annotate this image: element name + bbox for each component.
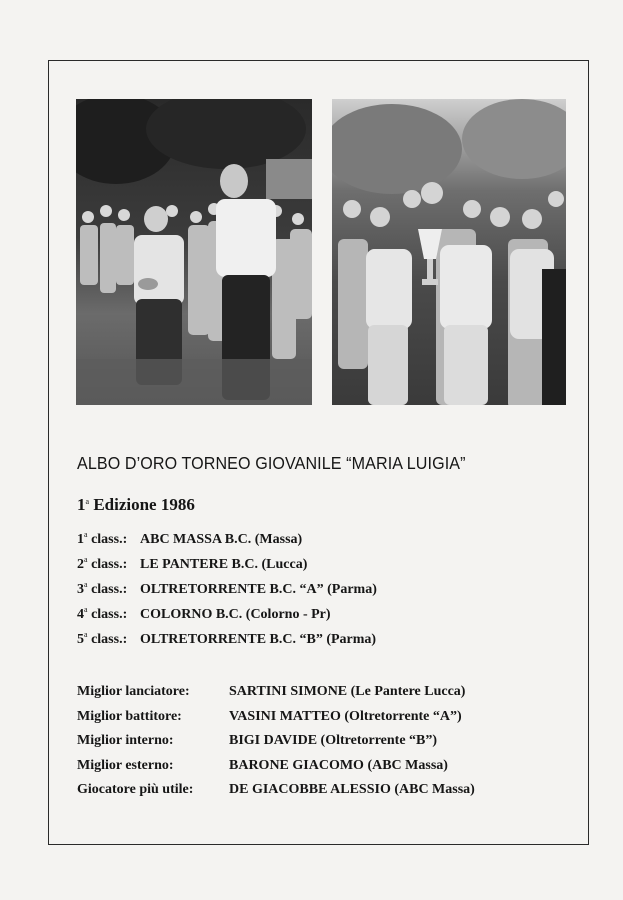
award-winner: SARTINI SIMONE (Le Pantere Lucca) [229,684,466,699]
award-winner: VASINI MATTEO (Oltretorrente “A”) [229,708,462,724]
placement-row [77,605,377,630]
placement-rank: 3$^a$ class.: [77,580,128,597]
placement-row [77,630,377,655]
placement-team: OLTRETORRENTE B.C. “A” (Parma) [140,582,377,597]
photo-award-ceremony-right [332,99,566,405]
edition-heading [77,495,195,515]
award-label: Miglior esterno: [77,757,174,773]
edition-ordinal-suffix: a [85,497,90,506]
placement-team: ABC MASSA B.C. (Massa) [140,532,303,547]
placement-row [77,580,377,605]
document-title: ALBO D’ORO TORNEO GIOVANILE “MARIA LUIGIA” [77,453,466,473]
edition-text: Edizione 1986 [93,495,195,514]
award-row [77,782,475,807]
placement-team: LE PANTERE B.C. (Lucca) [140,557,308,572]
award-winner: DE GIACOBBE ALESSIO (ABC Massa) [229,782,475,797]
award-winner: BARONE GIACOMO (ABC Massa) [229,757,448,773]
placement-team: COLORNO B.C. (Colorno - Pr) [140,607,331,622]
placement-row [77,555,377,580]
award-label: Miglior lanciatore: [77,684,190,699]
award-row [77,709,475,734]
photo-award-ceremony-left [76,99,312,405]
award-label: Giocatore più utile: [77,782,194,797]
placement-rank: 4$^a$ class.: [77,605,128,622]
award-row [77,684,475,709]
placement-team: OLTRETORRENTE B.C. “B” (Parma) [140,632,377,647]
placements-list [77,530,377,655]
award-label: Miglior interno: [77,733,174,748]
award-row [77,758,475,783]
placement-rank: 5$^a$ class.: [77,630,128,647]
placement-rank: 1$^a$ class.: [77,530,128,547]
award-winner: BIGI DAVIDE (Oltretorrente “B”) [229,733,438,748]
awards-list [77,684,475,807]
placement-row [77,530,377,555]
award-row [77,733,475,758]
placement-rank: 2$^a$ class.: [77,555,128,572]
award-label: Miglior battitore: [77,708,182,724]
edition-ordinal: 1 [77,495,86,514]
